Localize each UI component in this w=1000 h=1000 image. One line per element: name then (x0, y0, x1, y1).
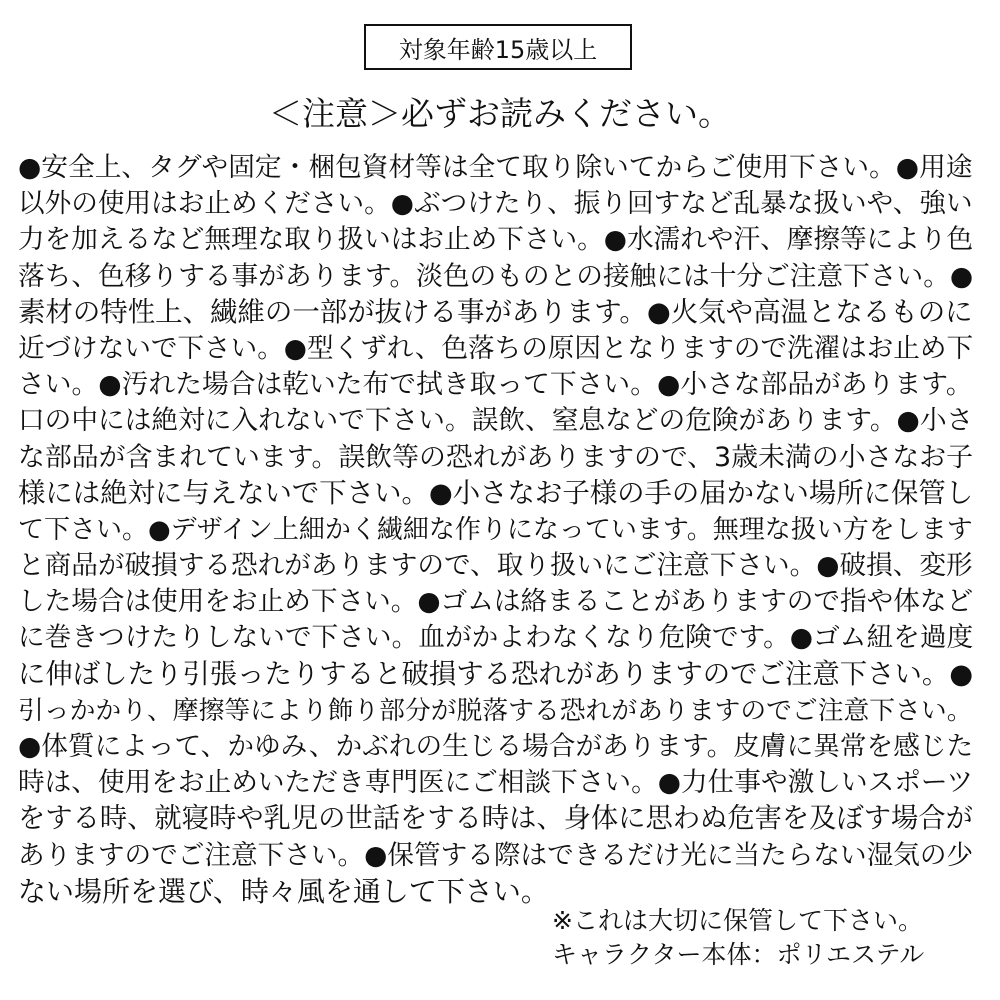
footer-notes (552, 904, 982, 972)
keep-note: ※これは大切に保管して下さい。 (552, 906, 923, 935)
caution-line: ありますのでご注意下さい。●保管する際はできるだけ光に当たらない湿気の少 (18, 839, 974, 871)
age-restriction-label: 対象年齢15歳以上 (398, 35, 598, 64)
caution-line: ●安全上、タグや固定・梱包資材等は全て取り除いてからご使用下さい。●用途 (18, 152, 973, 183)
caution-line: 近づけないで下さい。●型くずれ、色落ちの原因となりますので洗濯はお止め下 (18, 332, 974, 364)
caution-line: さい。●汚れた場合は乾いた布で拭き取って下さい。●小さな部品があります。 (18, 369, 973, 401)
caution-line: と商品が破損する恐れがありますので、取り扱いにご注意下さい。●破損、変形 (18, 550, 973, 582)
caution-line: て下さい。●デザイン上細かく繊細な作りになっています。無理な扱い方をします (18, 514, 973, 545)
age-restriction-box (364, 24, 632, 70)
caution-line: 力を加えるなど無理な取り扱いはお止め下さい。●水濡れや汗、摩擦等により色 (18, 224, 974, 256)
material-note: キャラクター本体：ポリエステル (552, 940, 925, 969)
caution-line: 素材の特性上、繊維の一部が抜ける事があります。●火気や高温となるものに (18, 296, 973, 328)
caution-title: ＜注意＞必ずお読みください。 (269, 94, 731, 133)
caution-line: に巻きつけたりしないで下さい。血がかよわなくなり危険です。●ゴム紐を過度 (18, 622, 974, 654)
caution-line: した場合は使用をお止め下さい。●ゴムは絡まることがありますので指や体など (18, 586, 974, 618)
caution-line: 以外の使用はお止めください。●ぶつけたり、振り回すなど乱暴な扱いや、強い (18, 188, 973, 220)
caution-line: 口の中には絶対に入れないで下さい。誤飲、窒息などの危険があります。●小さ (18, 405, 974, 437)
caution-line: をする時、就寝時や乳児の世話をする時は、身体に思わぬ危害を及ぼす場合が (18, 803, 973, 835)
caution-line: な部品が含まれています。誤飲等の恐れがありますので、3歳未満の小さなお子 (18, 441, 974, 473)
caution-line: ●体質によって、かゆみ、かぶれの生じる場合があります。皮膚に異常を感じた (18, 731, 974, 762)
caution-line: 引っかかり、摩擦等により飾り部分が脱落する恐れがありますのでご注意下さい。 (18, 695, 973, 726)
caution-body (18, 150, 978, 910)
caution-line: 時は、使用をお止めいただき専門医にご相談下さい。●力仕事や激しいスポーツ (18, 767, 974, 799)
caution-line: に伸ばしたり引張ったりすると破損する恐れがありますのでご注意下さい。● (18, 658, 974, 690)
caution-line: 落ち、色移りする事があります。淡色のものとの接触には十分ご注意下さい。● (18, 260, 974, 292)
caution-line: 様には絶対に与えないで下さい。●小さなお子様の手の届かない場所に保管し (18, 477, 974, 509)
caution-line: ない場所を選び、時々風を通して下さい。 (18, 874, 549, 908)
